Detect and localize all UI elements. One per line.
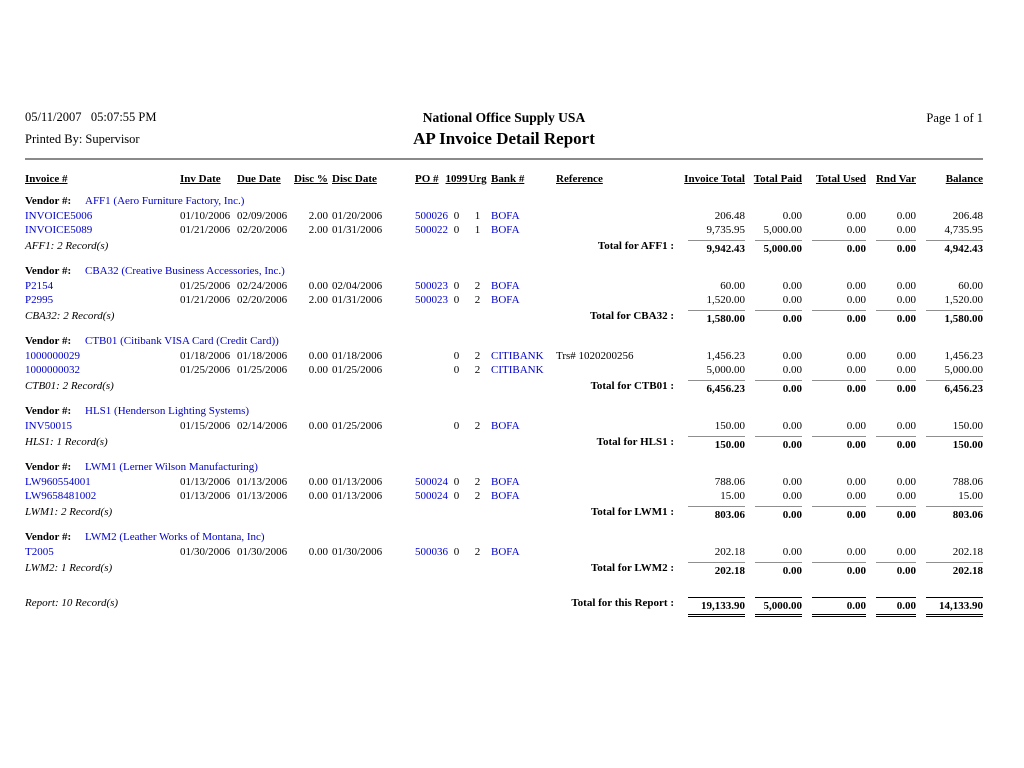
due-date-cell: 02/14/2006 xyxy=(237,420,288,432)
vendor-total-total-used: 0.00 xyxy=(802,562,866,578)
total-paid-cell: 0.00 xyxy=(782,420,802,432)
disc-pct-cell: 0.00 xyxy=(308,364,328,376)
urg-cell: 1 xyxy=(474,224,481,236)
report-record-count: Report: 10 Record(s) xyxy=(25,597,119,609)
urg-cell: 2 xyxy=(474,364,481,376)
vendor-total-balance: 202.18 xyxy=(916,562,983,578)
total-used-cell: 0.00 xyxy=(846,280,866,292)
bank-link[interactable]: BOFA xyxy=(491,294,520,306)
rnd-var-cell: 0.00 xyxy=(896,476,916,488)
vendor-name-link[interactable]: HLS1 (Henderson Lighting Systems) xyxy=(85,405,250,417)
vendor-total-label: Total for AFF1 : xyxy=(597,240,674,252)
bank-link[interactable]: BOFA xyxy=(491,224,520,236)
report-total-row xyxy=(25,597,983,617)
report-total-total-used: 0.00 xyxy=(802,597,866,617)
col-due-date: Due Date xyxy=(237,173,281,185)
vendor-total-invoice-total: 1,580.00 xyxy=(678,310,745,326)
invoice-link[interactable]: LW9658481002 xyxy=(25,490,97,502)
urg-cell: 2 xyxy=(474,294,481,306)
bank-link[interactable]: BOFA xyxy=(491,420,520,432)
invoice-link[interactable]: P2154 xyxy=(25,280,54,292)
balance-cell: 5,000.00 xyxy=(944,364,983,376)
rnd-var-cell: 0.00 xyxy=(896,224,916,236)
total-used-cell: 0.00 xyxy=(846,224,866,236)
urg-cell: 2 xyxy=(474,350,481,362)
rnd-var-cell: 0.00 xyxy=(896,490,916,502)
vendor-name-link[interactable]: CTB01 (Citibank VISA Card (Credit Card)) xyxy=(85,335,279,347)
vendor-total-balance: 803.06 xyxy=(916,506,983,522)
reference-cell xyxy=(556,490,678,503)
vendor-number-label: Vendor #: xyxy=(25,265,72,277)
vendor-row xyxy=(25,335,983,348)
disc-date-cell: 01/13/2006 xyxy=(332,490,383,502)
bank-link[interactable]: BOFA xyxy=(491,280,520,292)
invoice-total-cell: 9,735.95 xyxy=(706,224,745,236)
vendor-total-label: Total for LWM2 : xyxy=(590,562,674,574)
vendor-total-balance: 4,942.43 xyxy=(916,240,983,256)
rnd-var-cell: 0.00 xyxy=(896,210,916,222)
vendor-total-row xyxy=(25,310,983,326)
vendor-total-rnd-var: 0.00 xyxy=(866,436,916,452)
vendor-number-label: Vendor #: xyxy=(25,405,72,417)
invoice-total-cell: 1,520.00 xyxy=(706,294,745,306)
vendor-total-invoice-total: 6,456.23 xyxy=(678,380,745,396)
po-link[interactable] xyxy=(415,364,445,377)
po-link[interactable]: 500026 xyxy=(415,210,448,222)
invoice-row xyxy=(25,350,983,363)
disc-pct-cell: 2.00 xyxy=(308,210,328,222)
vendor-row xyxy=(25,405,983,418)
vendor-record-count: AFF1: 2 Record(s) xyxy=(25,240,109,252)
invoice-row xyxy=(25,294,983,307)
col-bank: Bank # xyxy=(491,173,525,185)
vendor-row xyxy=(25,531,983,544)
vendor-total-balance: 1,580.00 xyxy=(916,310,983,326)
due-date-cell: 01/25/2006 xyxy=(237,364,288,376)
invoice-total-cell: 206.48 xyxy=(714,210,745,222)
due-date-cell: 01/13/2006 xyxy=(237,490,288,502)
due-date-cell: 01/30/2006 xyxy=(237,546,288,558)
disc-date-cell: 02/04/2006 xyxy=(332,280,383,292)
due-date-cell: 01/18/2006 xyxy=(237,350,288,362)
disc-pct-cell: 0.00 xyxy=(308,476,328,488)
balance-cell: 60.00 xyxy=(958,280,983,292)
vendor-name-link[interactable]: LWM1 (Lerner Wilson Manufacturing) xyxy=(85,461,258,473)
invoice-row xyxy=(25,280,983,293)
po-link[interactable]: 500024 xyxy=(415,476,448,488)
vendor-total-total-used: 0.00 xyxy=(802,380,866,396)
vendor-total-total-paid: 0.00 xyxy=(745,506,802,522)
rnd-var-cell: 0.00 xyxy=(896,420,916,432)
invoice-total-cell: 60.00 xyxy=(720,280,745,292)
disc-pct-cell: 0.00 xyxy=(308,420,328,432)
vendor-total-label: Total for LWM1 : xyxy=(590,506,674,518)
vendor-total-total-paid: 5,000.00 xyxy=(745,240,802,256)
due-date-cell: 02/24/2006 xyxy=(237,280,288,292)
total-paid-cell: 0.00 xyxy=(782,364,802,376)
bank-link[interactable]: BOFA xyxy=(491,546,520,558)
vendor-total-total-used: 0.00 xyxy=(802,506,866,522)
disc-date-cell: 01/25/2006 xyxy=(332,420,383,432)
due-date-cell: 02/20/2006 xyxy=(237,294,288,306)
reference-cell xyxy=(556,420,678,433)
vendor-total-total-paid: 0.00 xyxy=(745,562,802,578)
total-paid-cell: 0.00 xyxy=(782,546,802,558)
vendor-total-row xyxy=(25,506,983,522)
urg-cell: 2 xyxy=(474,420,481,432)
vendor-total-rnd-var: 0.00 xyxy=(866,310,916,326)
invoice-link[interactable]: 1000000029 xyxy=(25,350,80,362)
1099-cell: 0 xyxy=(453,476,460,488)
invoice-row xyxy=(25,420,983,433)
po-link[interactable]: 500036 xyxy=(415,546,448,558)
bank-link[interactable]: BOFA xyxy=(491,210,520,222)
vendor-total-rnd-var: 0.00 xyxy=(866,380,916,396)
invoice-link[interactable]: INV50015 xyxy=(25,420,73,432)
vendor-record-count: CBA32: 2 Record(s) xyxy=(25,310,115,322)
invoice-link[interactable]: P2995 xyxy=(25,294,54,306)
col-total-paid: Total Paid xyxy=(753,173,802,185)
reference-cell xyxy=(556,280,678,293)
total-used-cell: 0.00 xyxy=(846,420,866,432)
vendor-total-invoice-total: 9,942.43 xyxy=(678,240,745,256)
inv-date-cell: 01/15/2006 xyxy=(180,420,231,432)
inv-date-cell: 01/13/2006 xyxy=(180,476,231,488)
report-total-total-paid: 5,000.00 xyxy=(745,597,802,617)
vendor-total-rnd-var: 0.00 xyxy=(866,562,916,578)
invoice-row xyxy=(25,546,983,559)
vendor-total-invoice-total: 803.06 xyxy=(678,506,745,522)
vendor-total-total-used: 0.00 xyxy=(802,310,866,326)
disc-pct-cell: 2.00 xyxy=(308,224,328,236)
invoice-total-cell: 788.06 xyxy=(714,476,745,488)
disc-date-cell: 01/31/2006 xyxy=(332,224,383,236)
1099-cell: 0 xyxy=(453,490,460,502)
invoice-link[interactable]: LW960554001 xyxy=(25,476,91,488)
disc-pct-cell: 0.00 xyxy=(308,490,328,502)
total-paid-cell: 0.00 xyxy=(782,210,802,222)
disc-date-cell: 01/13/2006 xyxy=(332,476,383,488)
vendor-number-label: Vendor #: xyxy=(25,335,72,347)
1099-cell: 0 xyxy=(453,294,460,306)
inv-date-cell: 01/21/2006 xyxy=(180,294,231,306)
rnd-var-cell: 0.00 xyxy=(896,546,916,558)
invoice-total-cell: 15.00 xyxy=(720,490,745,502)
inv-date-cell: 01/30/2006 xyxy=(180,546,231,558)
vendor-number-label: Vendor #: xyxy=(25,195,72,207)
po-link[interactable]: 500023 xyxy=(415,280,448,292)
vendor-number-label: Vendor #: xyxy=(25,531,72,543)
vendor-record-count: CTB01: 2 Record(s) xyxy=(25,380,114,392)
total-used-cell: 0.00 xyxy=(846,364,866,376)
report-title: AP Invoice Detail Report xyxy=(413,129,595,148)
report-total-balance: 14,133.90 xyxy=(916,597,983,617)
col-rnd-var: Rnd Var xyxy=(875,173,916,185)
inv-date-cell: 01/18/2006 xyxy=(180,350,231,362)
urg-cell: 2 xyxy=(474,490,481,502)
header-rule xyxy=(25,158,983,160)
total-used-cell: 0.00 xyxy=(846,294,866,306)
disc-date-cell: 01/31/2006 xyxy=(332,294,383,306)
balance-cell: 4,735.95 xyxy=(944,224,983,236)
1099-cell: 0 xyxy=(453,420,460,432)
disc-pct-cell: 0.00 xyxy=(308,546,328,558)
vendor-total-total-used: 0.00 xyxy=(802,240,866,256)
vendor-total-rnd-var: 0.00 xyxy=(866,506,916,522)
reference-cell xyxy=(556,210,678,223)
balance-cell: 150.00 xyxy=(952,420,983,432)
po-link[interactable]: 500022 xyxy=(415,224,448,236)
vendor-total-total-paid: 0.00 xyxy=(745,310,802,326)
disc-date-cell: 01/30/2006 xyxy=(332,546,383,558)
col-disc-pct: Disc % xyxy=(294,173,328,185)
total-used-cell: 0.00 xyxy=(846,490,866,502)
rnd-var-cell: 0.00 xyxy=(896,350,916,362)
vendor-row xyxy=(25,265,983,278)
disc-date-cell: 01/25/2006 xyxy=(332,364,383,376)
invoice-total-cell: 5,000.00 xyxy=(706,364,745,376)
due-date-cell: 02/20/2006 xyxy=(237,224,288,236)
vendor-total-total-paid: 0.00 xyxy=(745,436,802,452)
bank-link[interactable]: CITIBANK xyxy=(491,350,544,362)
total-paid-cell: 0.00 xyxy=(782,476,802,488)
invoice-link[interactable]: T2005 xyxy=(25,546,54,558)
invoice-total-cell: 1,456.23 xyxy=(706,350,745,362)
reference-cell: Trs# 1020200256 xyxy=(556,350,634,362)
col-urg: Urg xyxy=(468,173,487,185)
vendor-total-row xyxy=(25,562,983,578)
vendor-name-link[interactable]: LWM2 (Leather Works of Montana, Inc) xyxy=(85,531,265,543)
po-link[interactable] xyxy=(415,350,445,363)
total-paid-cell: 0.00 xyxy=(782,350,802,362)
col-po: PO # xyxy=(415,173,439,185)
balance-cell: 15.00 xyxy=(958,490,983,502)
balance-cell: 788.06 xyxy=(952,476,983,488)
vendor-record-count: HLS1: 1 Record(s) xyxy=(25,436,108,448)
vendor-total-label: Total for CBA32 : xyxy=(589,310,674,322)
balance-cell: 202.18 xyxy=(952,546,983,558)
due-date-cell: 01/13/2006 xyxy=(237,476,288,488)
urg-cell: 2 xyxy=(474,546,481,558)
col-1099: 1099 xyxy=(445,173,468,185)
invoice-row xyxy=(25,210,983,223)
vendor-name-link[interactable]: CBA32 (Creative Business Accessories, Inc.) xyxy=(85,265,285,277)
vendor-record-count: LWM1: 2 Record(s) xyxy=(25,506,113,518)
vendor-total-total-paid: 0.00 xyxy=(745,380,802,396)
1099-cell: 0 xyxy=(453,364,460,376)
printed-date: 05/11/2007 05:07:55 PM xyxy=(25,110,157,124)
total-used-cell: 0.00 xyxy=(846,476,866,488)
col-inv-date: Inv Date xyxy=(180,173,221,185)
vendor-row xyxy=(25,461,983,474)
col-balance: Balance xyxy=(945,173,983,185)
inv-date-cell: 01/25/2006 xyxy=(180,364,231,376)
invoice-link[interactable]: INVOICE5006 xyxy=(25,210,93,222)
po-link[interactable] xyxy=(415,420,445,433)
col-total-used: Total Used xyxy=(815,173,866,185)
balance-cell: 1,520.00 xyxy=(944,294,983,306)
bank-link[interactable]: BOFA xyxy=(491,490,520,502)
reference-cell xyxy=(556,476,678,489)
report-body xyxy=(0,195,1024,617)
col-invoice-total: Invoice Total xyxy=(684,173,745,185)
urg-cell: 1 xyxy=(474,210,481,222)
rnd-var-cell: 0.00 xyxy=(896,280,916,292)
1099-cell: 0 xyxy=(453,350,460,362)
vendor-total-row xyxy=(25,380,983,396)
vendor-total-row xyxy=(25,240,983,256)
col-reference: Reference xyxy=(556,173,603,185)
balance-cell: 206.48 xyxy=(952,210,983,222)
report-total-rnd-var: 0.00 xyxy=(866,597,916,617)
invoice-row xyxy=(25,364,983,377)
invoice-link[interactable]: INVOICE5089 xyxy=(25,224,93,236)
invoice-total-cell: 150.00 xyxy=(714,420,745,432)
bank-link[interactable]: BOFA xyxy=(491,476,520,488)
inv-date-cell: 01/10/2006 xyxy=(180,210,231,222)
disc-pct-cell: 2.00 xyxy=(308,294,328,306)
1099-cell: 0 xyxy=(453,210,460,222)
vendor-total-rnd-var: 0.00 xyxy=(866,240,916,256)
vendor-total-invoice-total: 150.00 xyxy=(678,436,745,452)
col-invoice: Invoice # xyxy=(25,173,68,185)
page-number: Page 1 of 1 xyxy=(926,111,983,125)
vendor-row xyxy=(25,195,983,208)
total-used-cell: 0.00 xyxy=(846,546,866,558)
invoice-row xyxy=(25,476,983,489)
due-date-cell: 02/09/2006 xyxy=(237,210,288,222)
urg-cell: 2 xyxy=(474,280,481,292)
reference-cell xyxy=(556,224,678,237)
vendor-total-balance: 150.00 xyxy=(916,436,983,452)
vendor-total-total-used: 0.00 xyxy=(802,436,866,452)
inv-date-cell: 01/21/2006 xyxy=(180,224,231,236)
vendor-record-count: LWM2: 1 Record(s) xyxy=(25,562,113,574)
invoice-total-cell: 202.18 xyxy=(714,546,745,558)
invoice-link[interactable]: 1000000032 xyxy=(25,364,80,376)
invoice-row xyxy=(25,224,983,237)
vendor-number-label: Vendor #: xyxy=(25,461,72,473)
1099-cell: 0 xyxy=(453,280,460,292)
total-paid-cell: 5,000.00 xyxy=(763,224,802,236)
disc-pct-cell: 0.00 xyxy=(308,350,328,362)
vendor-name-link[interactable]: AFF1 (Aero Furniture Factory, Inc.) xyxy=(85,195,245,207)
total-used-cell: 0.00 xyxy=(846,350,866,362)
reference-cell xyxy=(556,294,678,307)
invoice-row xyxy=(25,490,983,503)
rnd-var-cell: 0.00 xyxy=(896,364,916,376)
1099-cell: 0 xyxy=(453,224,460,236)
disc-date-cell: 01/18/2006 xyxy=(332,350,383,362)
vendor-total-label: Total for CTB01 : xyxy=(590,380,674,392)
column-header-row xyxy=(25,173,983,186)
po-link[interactable]: 500023 xyxy=(415,294,448,306)
reference-cell xyxy=(556,546,678,559)
balance-cell: 1,456.23 xyxy=(944,350,983,362)
1099-cell: 0 xyxy=(453,546,460,558)
total-paid-cell: 0.00 xyxy=(782,294,802,306)
col-disc-date: Disc Date xyxy=(332,173,377,185)
vendor-total-label: Total for HLS1 : xyxy=(596,436,674,448)
report-total-invoice-total: 19,133.90 xyxy=(678,597,745,617)
inv-date-cell: 01/13/2006 xyxy=(180,490,231,502)
company-name: National Office Supply USA xyxy=(422,110,586,125)
vendor-total-invoice-total: 202.18 xyxy=(678,562,745,578)
urg-cell: 2 xyxy=(474,476,481,488)
total-paid-cell: 0.00 xyxy=(782,490,802,502)
rnd-var-cell: 0.00 xyxy=(896,294,916,306)
disc-pct-cell: 0.00 xyxy=(308,280,328,292)
printed-by: Printed By: Supervisor xyxy=(25,132,140,146)
vendor-total-row xyxy=(25,436,983,452)
inv-date-cell: 01/25/2006 xyxy=(180,280,231,292)
bank-link[interactable]: CITIBANK xyxy=(491,364,544,376)
disc-date-cell: 01/20/2006 xyxy=(332,210,383,222)
report-total-label: Total for this Report : xyxy=(571,597,674,609)
reference-cell xyxy=(556,364,678,377)
total-paid-cell: 0.00 xyxy=(782,280,802,292)
total-used-cell: 0.00 xyxy=(846,210,866,222)
report-header xyxy=(25,110,983,149)
vendor-total-balance: 6,456.23 xyxy=(916,380,983,396)
po-link[interactable]: 500024 xyxy=(415,490,448,502)
